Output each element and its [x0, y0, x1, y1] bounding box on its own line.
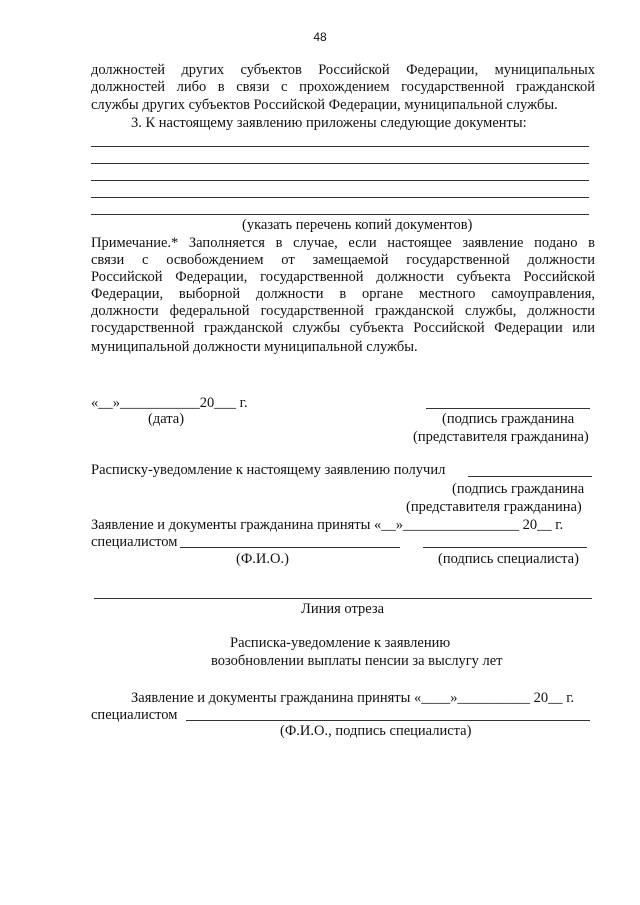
specialist-label-2: специалистом	[91, 707, 178, 723]
note-line-5: должности федеральной государственной гражданской службы, должности	[91, 303, 595, 319]
citizen-signature-caption: (подпись гражданина	[442, 411, 575, 427]
intro-line-3: службы других субъектов Российской Федерации, муниципальной службы.	[91, 97, 558, 113]
note-line-3: Российской Федерации, государственной должности субъекта Российской	[91, 269, 595, 285]
specialist-name-line	[180, 547, 400, 548]
fio-signature-caption: (Ф.И.О., подпись специалиста)	[280, 723, 472, 739]
documents-caption: (указать перечень копий документов)	[242, 217, 473, 233]
page-number: 48	[313, 30, 327, 44]
fio-caption: (Ф.И.О.)	[236, 551, 289, 567]
representative-signature-caption: (представителя гражданина)	[413, 429, 589, 445]
date-caption: (дата)	[148, 411, 185, 427]
representative-signature-caption-2: (представителя гражданина)	[406, 499, 582, 515]
date-field: «__»___________20___ г.	[91, 395, 248, 411]
cut-line-label: Линия отреза	[301, 601, 385, 617]
specialist-signature-caption: (подпись специалиста)	[438, 551, 579, 567]
citizen-signature-caption-2: (подпись гражданина	[452, 481, 585, 497]
specialist-label: специалистом	[91, 534, 178, 550]
citizen-signature-line	[426, 408, 590, 409]
specialist-fio-signature-line	[186, 720, 590, 721]
note-line-2: связи с освобождением от замещаемой государственной должности	[91, 252, 595, 268]
item-3-heading: 3. К настоящему заявлению приложены следующие документы:	[131, 115, 527, 131]
cut-line-rule	[94, 598, 592, 599]
document-list-line	[91, 197, 589, 198]
document-list-line	[91, 146, 589, 147]
intro-line-1: должностей других субъектов Российской Федерации, муниципальных	[91, 62, 595, 78]
specialist-signature-line	[423, 547, 587, 548]
document-list-line	[91, 214, 589, 215]
receipt-received-text: Расписку-уведомление к настоящему заявлению получил	[91, 462, 446, 478]
note-line-6: государственной гражданской службы субъекта Российской Федерации или	[91, 320, 595, 336]
receipt-title-line-1: Расписка-уведомление к заявлению	[230, 635, 451, 651]
receipt-title-line-2: возобновлении выплаты пенсии за выслугу лет	[211, 653, 503, 669]
note-line-1: Примечание.* Заполняется в случае, если настоящее заявление подано в	[91, 235, 595, 251]
note-line-4: Федерации, выборной должности в органе местного самоуправления,	[91, 286, 595, 302]
document-list-line	[91, 180, 589, 181]
accepted-line: Заявление и документы гражданина приняты «__»________________ 20__ г.	[91, 517, 564, 533]
note-line-7: муниципальной должности муниципальной службы.	[91, 339, 418, 355]
document-list-line	[91, 163, 589, 164]
accepted-line-2: Заявление и документы гражданина приняты «____»__________ 20__ г.	[131, 690, 575, 706]
receipt-signature-line	[468, 476, 592, 477]
intro-line-2: должностей либо в связи с прохождением государственной гражданской	[91, 79, 595, 95]
